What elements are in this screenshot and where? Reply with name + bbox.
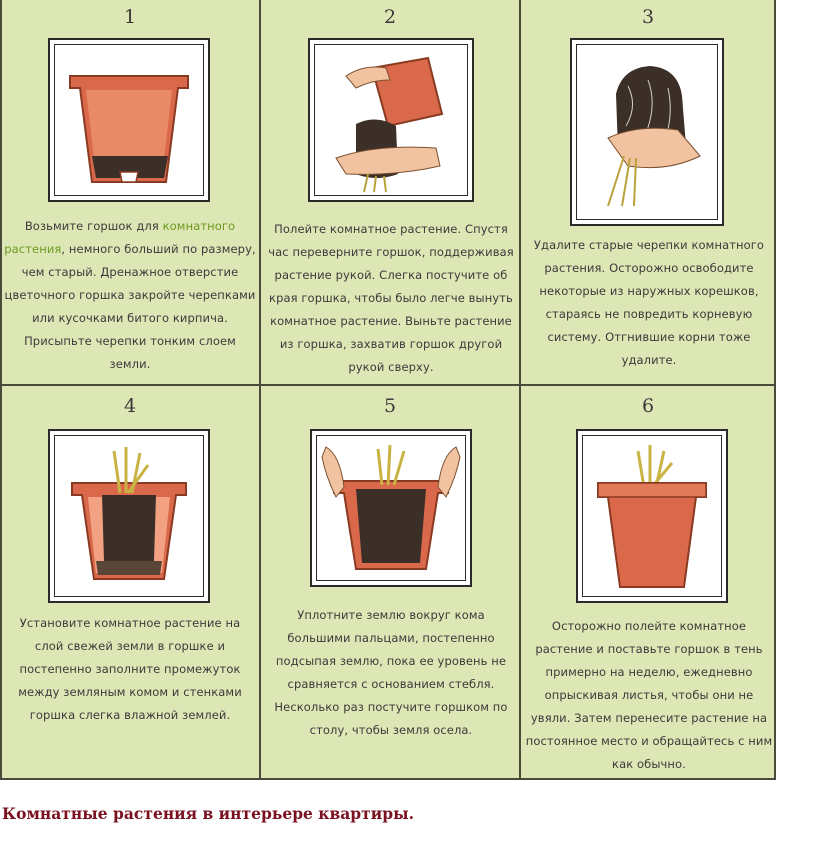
- step-1-cell: [0, 0, 260, 385]
- empty-pot-with-shards-icon: [56, 46, 202, 194]
- step-3-cell: [520, 0, 776, 385]
- root-ball-in-hand-icon: [578, 46, 716, 218]
- step-2-cell: [260, 0, 520, 385]
- caption-text: , немного больший по размеру, чем старый. Дренажное отверстие цветочного горшка закройте черепками или кусочками битого кирпича. Присыпьте черепки тонким слоем земли.: [4, 242, 256, 371]
- step-number: 6: [641, 395, 655, 417]
- step-number: 5: [383, 395, 397, 417]
- step-number: 4: [123, 395, 137, 417]
- step-3-illustration: [570, 38, 724, 226]
- step-4-cell: [0, 385, 260, 779]
- step-number: 3: [641, 6, 655, 28]
- plant-placed-in-pot-icon: [56, 437, 202, 595]
- step-5-cell: [260, 385, 520, 779]
- repotted-plant-icon: [584, 437, 720, 595]
- step-2-illustration: [308, 38, 474, 202]
- step-2-caption: Полейте комнатное растение. Спустя час переверните горшок, поддерживая растение рукой. Слегка постучите об края горшка, чтобы было легче вынуть комнатное растение. Выньте растение из горшка, захватив горшок другой рукой сверху.: [268, 222, 514, 374]
- caption-text: Возьмите горшок для: [24, 219, 163, 233]
- step-number: 2: [383, 6, 397, 28]
- step-6-caption: Осторожно полейте комнатное растение и поставьте горшок в тень примерно на неделю, ежедневно опрыскивая листья, чтобы они не увяли. Затем перенесите растение на постоянное место и обращайтесь с ним как обычно.: [525, 619, 773, 771]
- step-1-caption: [4, 215, 256, 376]
- section-heading: Комнатные растения в интерьере квартиры.: [2, 804, 415, 823]
- inverted-pot-with-hand-icon: [316, 46, 466, 194]
- step-5-caption: Уплотните землю вокруг кома большими пальцами, постепенно подсыпая землю, пока ее уровень не сравняется с основанием стебля. Несколько раз постучите горшком по столу, чтобы земля осела.: [274, 608, 508, 737]
- step-3-caption: Удалите старые черепки комнатного растения. Осторожно освободите некоторые из наружных корешков, стараясь не повредить корневую систему. Отгнившие корни тоже удалите.: [533, 238, 765, 367]
- houseplant-link[interactable]: комнатного растения: [4, 219, 236, 256]
- step-4-illustration: [48, 429, 210, 603]
- step-number: 1: [123, 6, 137, 28]
- step-4-caption: Установите комнатное растение на слой свежей земли в горшке и постепенно заполните промежуток между земляным комом и стенками горшка слегка влажной землей.: [18, 616, 242, 722]
- step-6-illustration: [576, 429, 728, 603]
- step-6-cell: [520, 385, 776, 779]
- step-1-illustration: [48, 38, 210, 202]
- pressing-soil-with-thumbs-icon: [318, 437, 464, 579]
- step-5-illustration: [310, 429, 472, 587]
